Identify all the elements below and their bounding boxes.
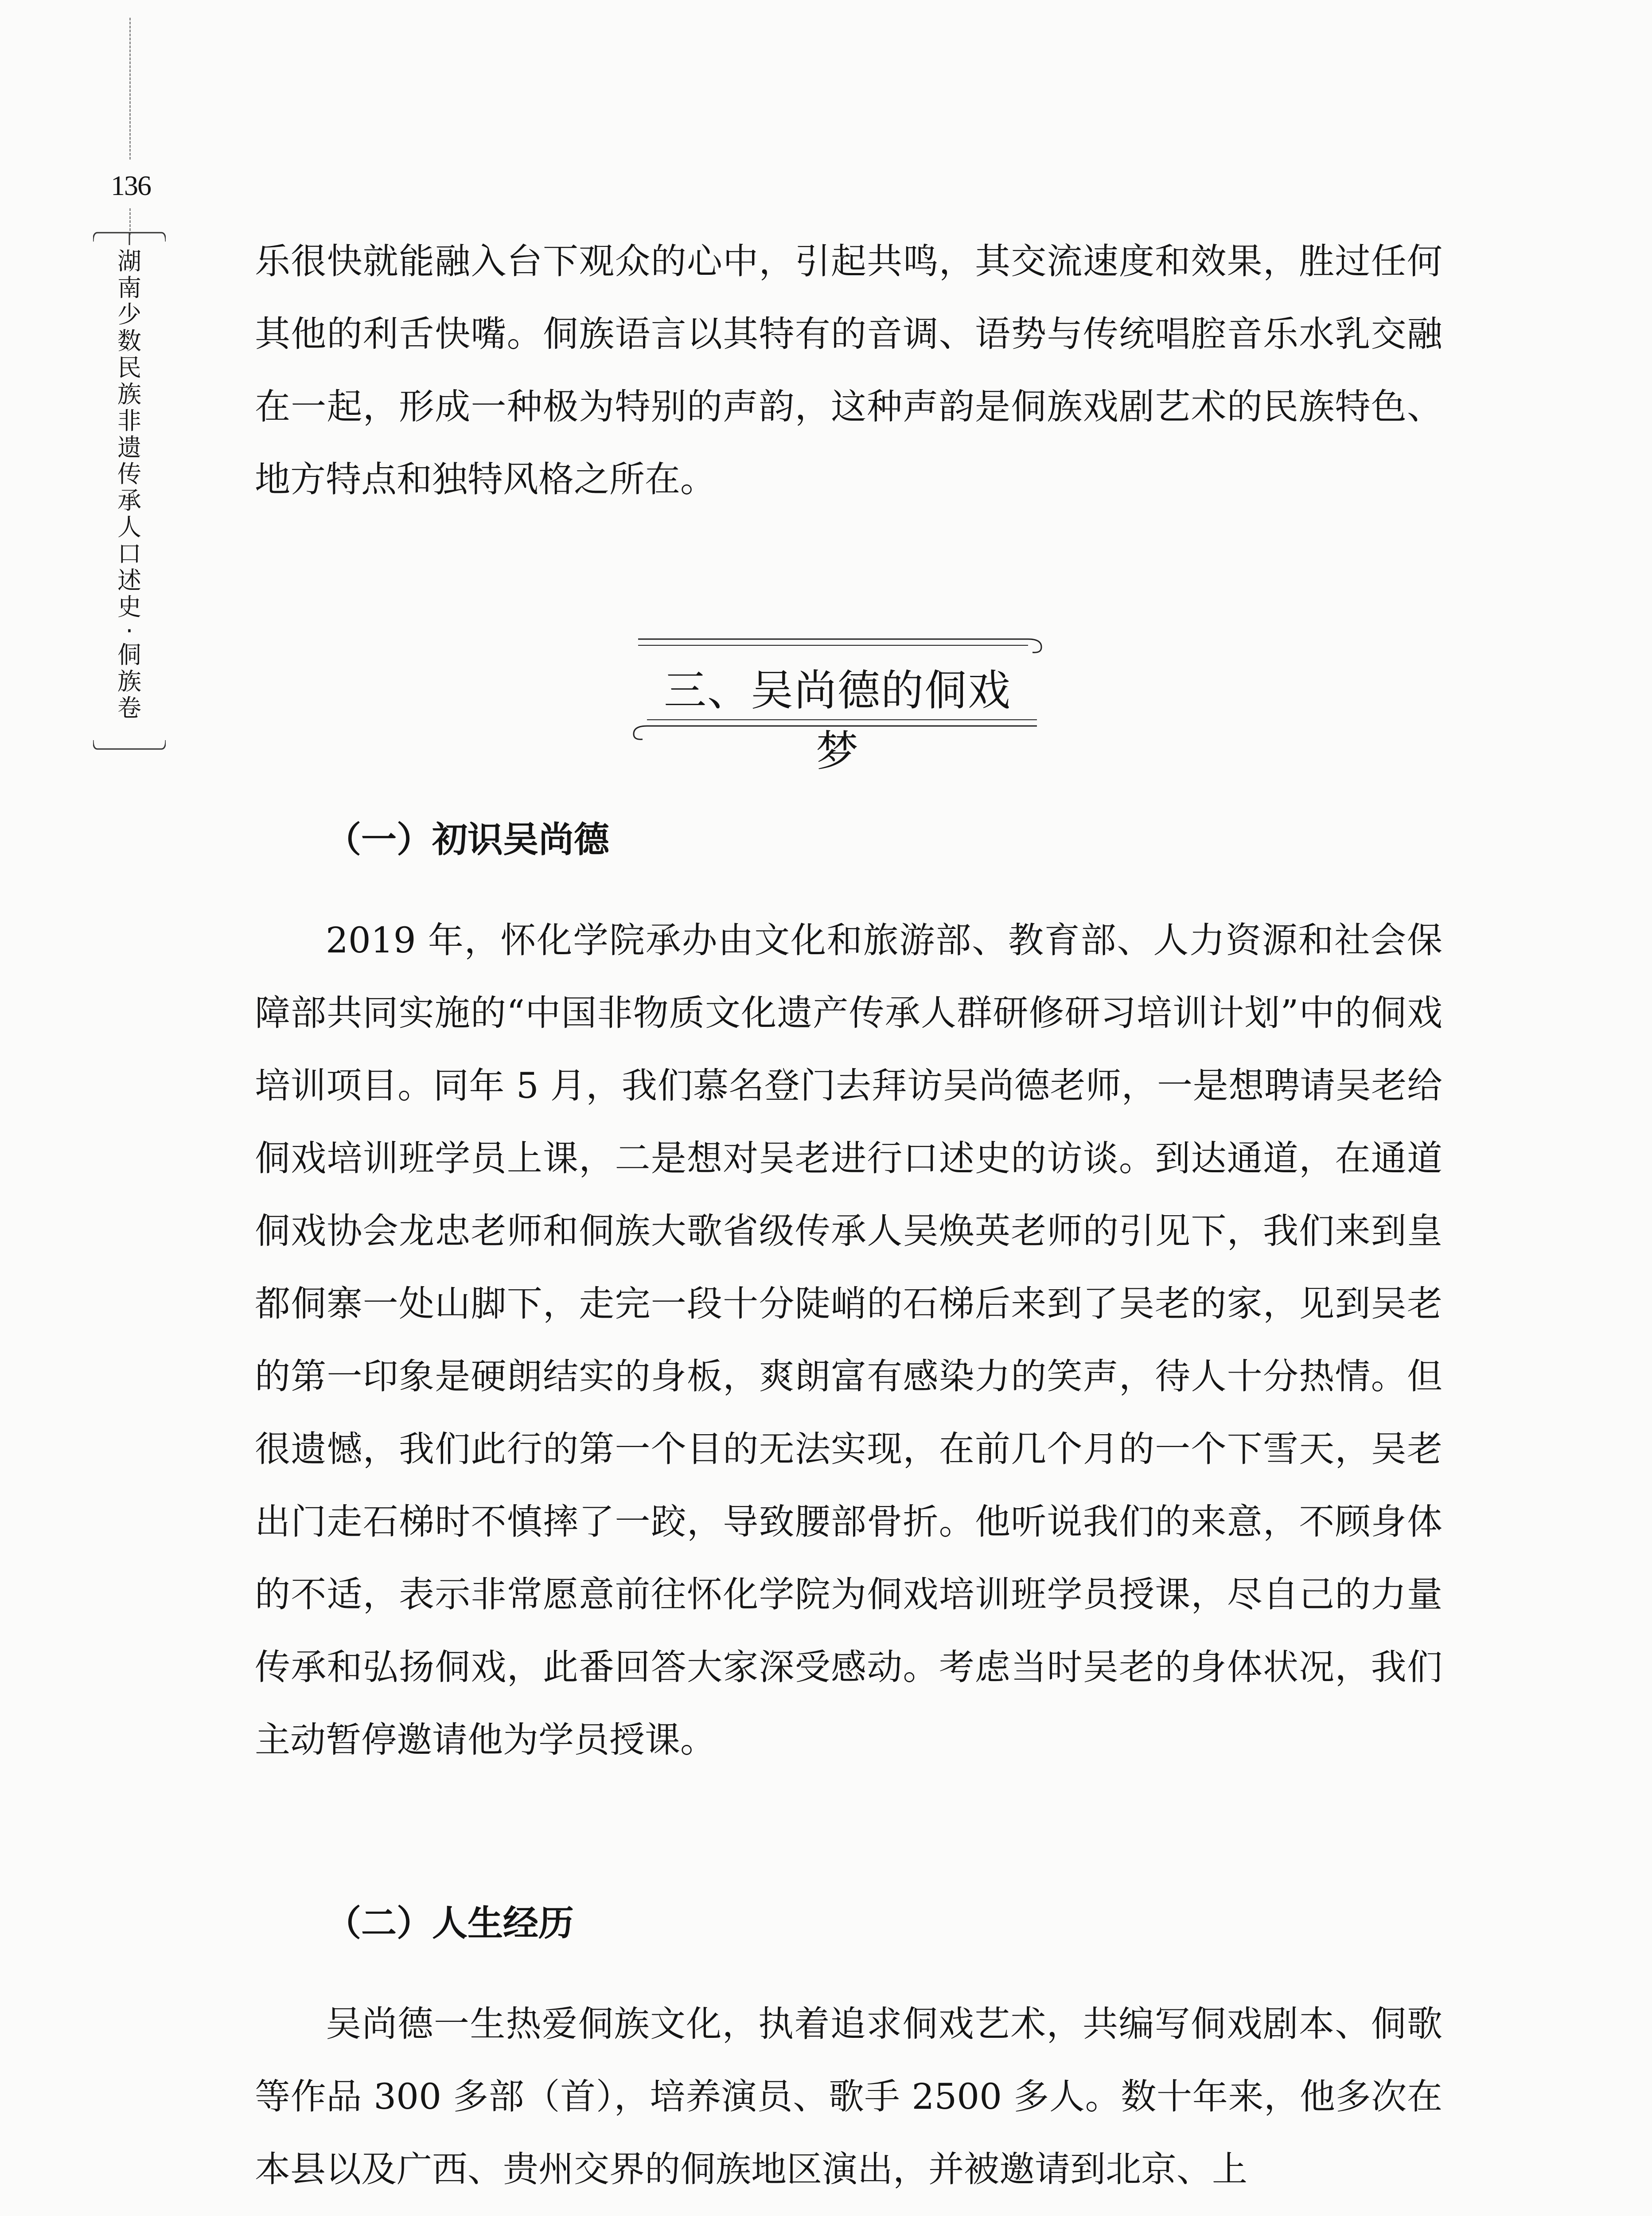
section-title: 三、吴尚德的侗戏梦 [664,666,1011,776]
running-header-bracket-bottom [93,736,166,758]
running-header-bracket-top [93,224,166,246]
section-heading [629,626,1046,776]
subsection-1-heading: （一）初识吴尚德 [326,819,609,860]
book-title-char: · [125,617,133,645]
subsection-1-block [255,904,1442,1776]
book-title-char: 少 [117,300,141,328]
book-title-char: 南 [117,274,141,302]
book-title-char: 承 [117,487,141,515]
margin-rule-top [129,18,131,160]
intro-block [255,225,1442,516]
book-title-char: 数 [117,327,141,355]
book-title-char: 述 [117,566,141,594]
subsection-1-paragraph: 2019 年，怀化学院承办由文化和旅游部、教育部、人力资源和社会保障部共同实施的“中国非物质文化遗产传承人群研修研习培训计划”中的侗戏培训项目。同年 5 月，我们慕名登门去拜访吴尚德老师，一是想聘请吴老给侗戏培训班学员上课，二是想对吴老进行口述史的访谈。到达通道，在通道侗戏协会龙忠老师和侗族大歌省级传承人吴焕英老师的引见下，我们来到皇都侗寨一处山脚下，走完一段十分陡峭的石梯后来到了吴老的家，见到吴老的第一印象是硬朗结实的身板，爽朗富有感染力的笑声，待人十分热情。但很遗憾，我们此行的第一个目的无法实现，在前几个月的一个下雪天，吴老出门走石梯时不慎摔了一跤，导致腰部骨折。他听说我们的来意，不顾身体的不适，表示非常愿意前往怀化学院为侗戏培训班学员授课，尽自己的力量传承和弘扬侗戏，此番回答大家深受感动。考虑当时吴老的身体状况，我们主动暂停邀请他为学员授课。 [255,920,1442,1760]
book-title-char: 族 [117,380,141,408]
book-title-char: 口 [117,540,141,568]
book-title-char: 史 [117,593,141,621]
book-title-char: 人 [117,513,141,541]
book-title-char: 传 [117,460,141,488]
intro-paragraph: 乐很快就能融入台下观众的心中，引起共鸣，其交流速度和效果，胜过任何其他的利舌快嘴。侗族语言以其特有的音调、语势与传统唱腔音乐水乳交融在一起，形成一种极为特别的声韵，这种声韵是侗族戏剧艺术的民族特色、地方特点和独特风格之所在。 [255,241,1442,500]
book-title-char: 卷 [117,694,141,722]
running-header-book-title [112,248,147,722]
book-title-char: 族 [117,667,141,695]
book-title-char: 非 [117,407,141,435]
subsection-2-paragraph: 吴尚德一生热爱侗族文化，执着追求侗戏艺术，共编写侗戏剧本、侗歌等作品 300 多部（首），培养演员、歌手 2500 多人。数十年来，他多次在本县以及广西、贵州交界的侗族地区演出，并被邀请到北京、上 [255,2003,1442,2190]
book-title-char: 侗 [117,641,141,669]
subsection-2-heading: （二）人生经历 [326,1903,574,1944]
book-title-char: 湖 [117,247,141,275]
subsection-2-block [255,1988,1442,2206]
book-title-char: 民 [117,354,141,382]
page-number: 136 [111,170,151,201]
book-title-char: 遗 [117,433,141,461]
